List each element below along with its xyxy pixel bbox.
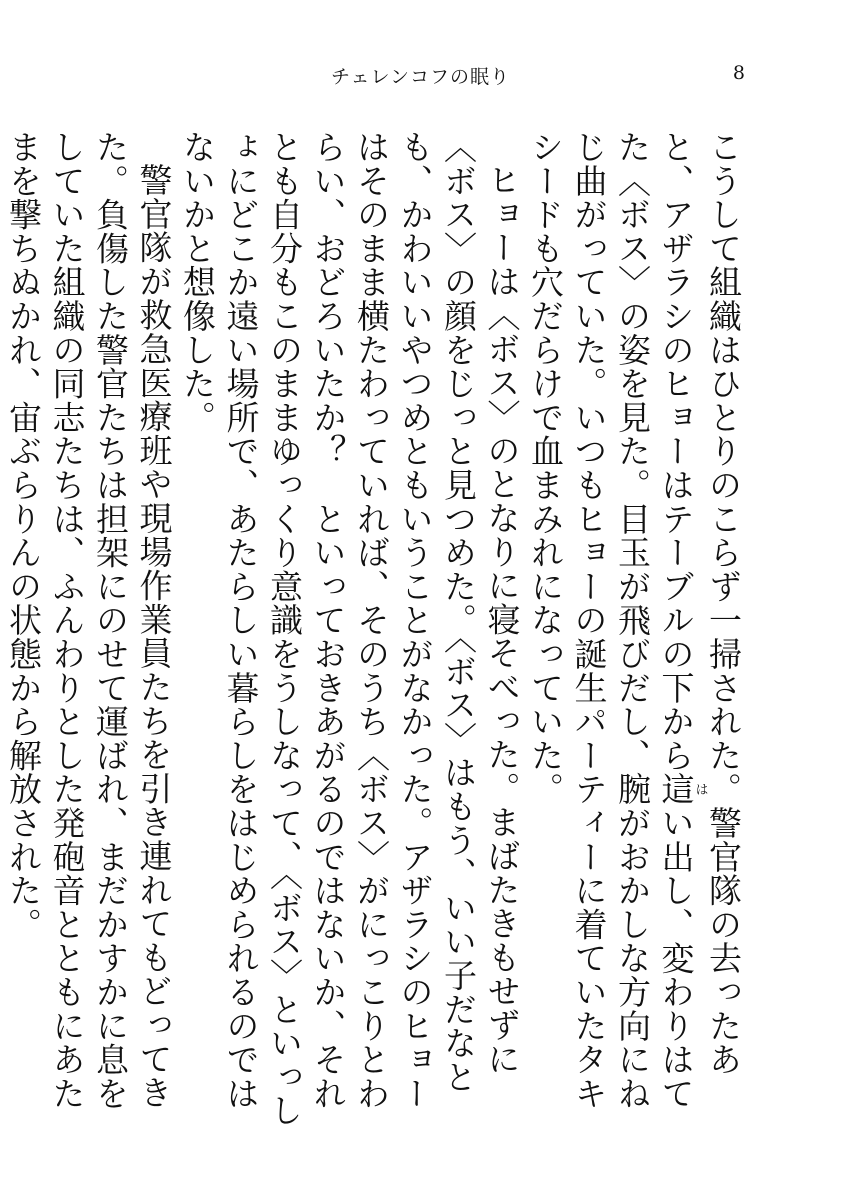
ruby-hau-reading: は <box>692 772 708 807</box>
page-header <box>0 62 841 92</box>
paragraph-2: ヒョーは〈ボス〉のとなりに寝そべった。まばたきもせずに〈ボス〉の顔をじっと見つめた。〈ボス〉はもう、いい子だなとも、かわいいやつめともいうことがなかった。アザラシのヒョーはそのまま横たわっていれば、そのうち〈ボス〉がにっこりとわらい、おどろいたか？ といっておきあがるのではないか、それとも自分もこのままゆっくり意識をうしなって、〈ボス〉といっしょにどこか遠い場所で、あたらしい暮らしをはじめられるのではないかと想像した。 <box>178 130 522 1128</box>
paragraph-1-part-b: い出し、変わりはてた〈ボス〉の姿を見た。目玉が飛びだし、腕がおかしな方向にねじ曲がっていた。いつもヒョーの誕生パーティーに着ていたタキシードも穴だらけで血まみれになっていた。 <box>526 130 696 1111</box>
running-title: チェレンコフの眠り <box>331 66 510 88</box>
paragraph-1-part-a: こうして組織はひとりのこらず一掃された。警官隊の去ったあと、アザラシのヒョーはテーブルの下から <box>656 130 743 1077</box>
body-text <box>4 130 745 1140</box>
paragraph-3: 警官隊が救急医療班や現場作業員たちを引き連れてもどってきた。負傷した警官たちは担架にのせて運ばれ、まだかすかに息をしていた組織の同志たちは、ふんわりとした発砲音とともにあたまを撃ちぬかれ、宙ぶらりんの状態から解放された。 <box>4 130 174 1111</box>
ruby-hau-base: 這 <box>656 772 696 807</box>
paragraph-4 <box>0 130 2 1140</box>
paragraph-1 <box>524 130 746 1140</box>
ruby-hau <box>656 772 708 807</box>
page-number: 8 <box>732 62 745 84</box>
